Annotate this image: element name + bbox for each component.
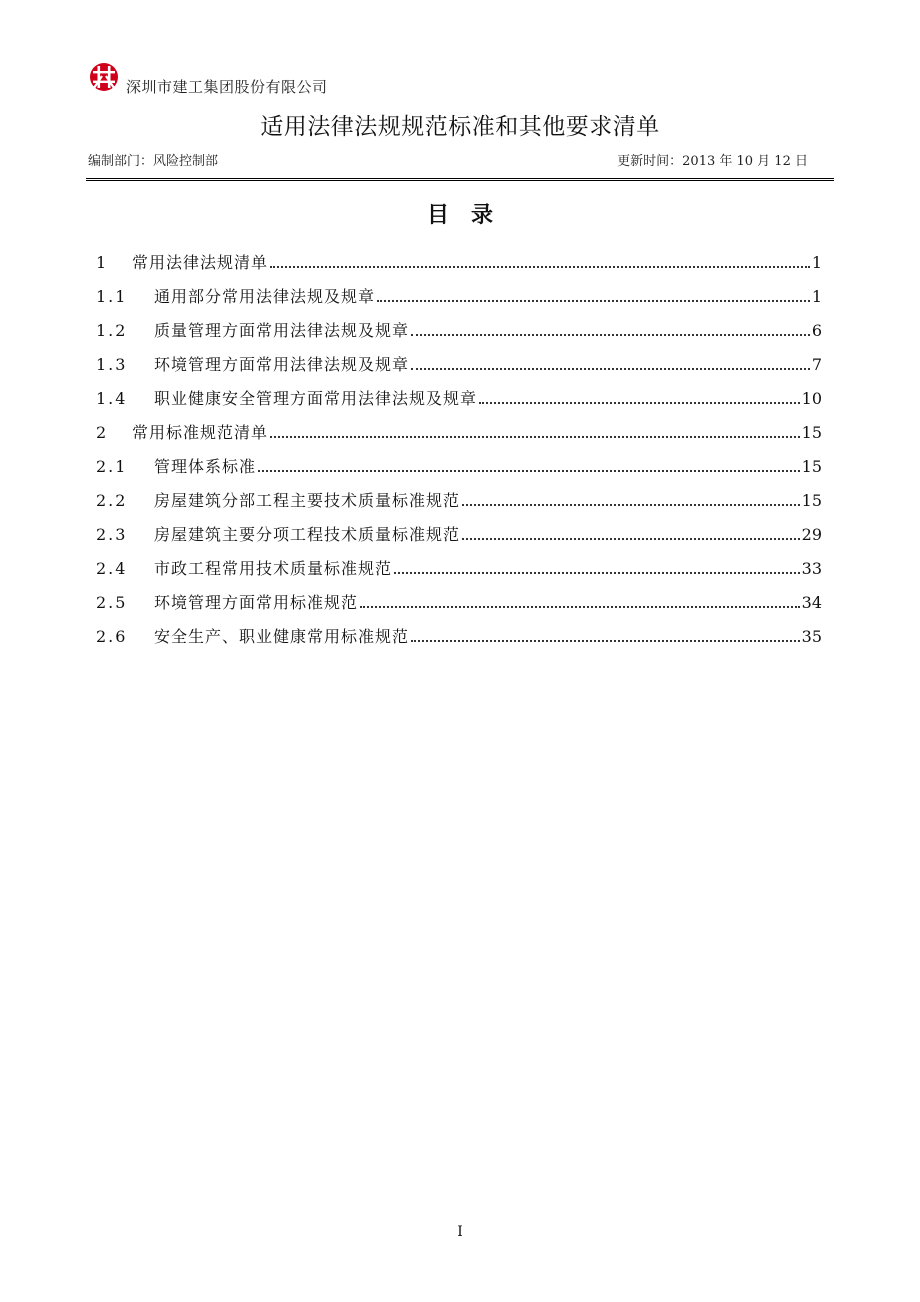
toc-dot-leader [411,334,810,336]
toc-entry-title: 职业健康安全管理方面常用法律法规及规章 [154,389,478,408]
toc-entry[interactable] [96,283,822,317]
toc-entry-number: 2.6 [96,627,128,646]
toc-dot-leader [462,504,800,506]
toc-entry-number: 1.3 [96,355,128,374]
toc-entry-number: 2 [96,423,109,442]
toc-entry-page: 34 [801,593,822,612]
toc-entry-title: 常用标准规范清单 [132,423,269,442]
toc-entry[interactable] [96,521,822,555]
toc-entry[interactable] [96,487,822,521]
toc-dot-leader [377,300,810,302]
page-number: I [457,1224,463,1240]
toc-entry-number: 2.2 [96,491,128,510]
toc-entry-number: 2.5 [96,593,128,612]
toc-entry[interactable] [96,351,822,385]
updated-date: 更新时间：2013 年 10 月 12 日 [617,154,808,169]
toc-dot-leader [258,470,800,472]
toc-dot-leader [479,402,800,404]
toc-entry-page: 35 [801,627,822,646]
toc-entry[interactable] [96,623,822,657]
toc-entry[interactable] [96,555,822,589]
toc-entry-number: 1.1 [96,287,128,306]
toc-entry-page: 15 [801,457,822,476]
toc-entry[interactable] [96,419,822,453]
toc-entry-number: 1 [96,253,109,272]
toc-dot-leader [462,538,800,540]
toc-entry-title: 安全生产、职业健康常用标准规范 [154,627,410,646]
toc-entry-page: 10 [801,389,822,408]
toc-entry-title: 市政工程常用技术质量标准规范 [154,559,393,578]
table-of-contents [96,249,822,657]
toc-entry-number: 2.4 [96,559,128,578]
toc-entry-number: 1.2 [96,321,128,340]
document-title: 适用法律法规规范标准和其他要求清单 [260,114,660,140]
toc-entry-title: 环境管理方面常用标准规范 [154,593,359,612]
header-divider [86,178,834,181]
toc-entry-page: 1 [811,287,822,306]
toc-entry-page: 29 [801,525,822,544]
toc-dot-leader [270,266,810,268]
toc-entry-number: 1.4 [96,389,128,408]
toc-entry-page: 15 [801,491,822,510]
toc-entry-title: 管理体系标准 [154,457,257,476]
toc-heading: 目录 [426,203,515,228]
department-label: 编制部门：风险控制部 [88,154,219,169]
toc-dot-leader [411,640,800,642]
company-logo [88,62,120,92]
toc-entry-page: 7 [811,355,822,374]
toc-entry-title: 环境管理方面常用法律法规及规章 [154,355,410,374]
toc-entry-title: 常用法律法规清单 [132,253,269,272]
toc-entry-title: 质量管理方面常用法律法规及规章 [154,321,410,340]
toc-entry-page: 6 [811,321,822,340]
toc-entry-title: 房屋建筑分部工程主要技术质量标准规范 [154,491,461,510]
toc-dot-leader [394,572,800,574]
toc-entry-page: 33 [801,559,822,578]
toc-entry-number: 2.1 [96,457,128,476]
toc-entry-number: 2.3 [96,525,128,544]
toc-entry-title: 通用部分常用法律法规及规章 [154,287,376,306]
toc-entry[interactable] [96,453,822,487]
toc-entry[interactable] [96,249,822,283]
toc-entry-title: 房屋建筑主要分项工程技术质量标准规范 [154,525,461,544]
toc-dot-leader [411,368,810,370]
toc-entry-page: 15 [801,423,822,442]
toc-entry[interactable] [96,589,822,623]
toc-dot-leader [270,436,800,438]
toc-entry[interactable] [96,317,822,351]
toc-dot-leader [360,606,800,608]
toc-entry[interactable] [96,385,822,419]
toc-entry-page: 1 [811,253,822,272]
company-name: 深圳市建工集团股份有限公司 [126,78,328,96]
